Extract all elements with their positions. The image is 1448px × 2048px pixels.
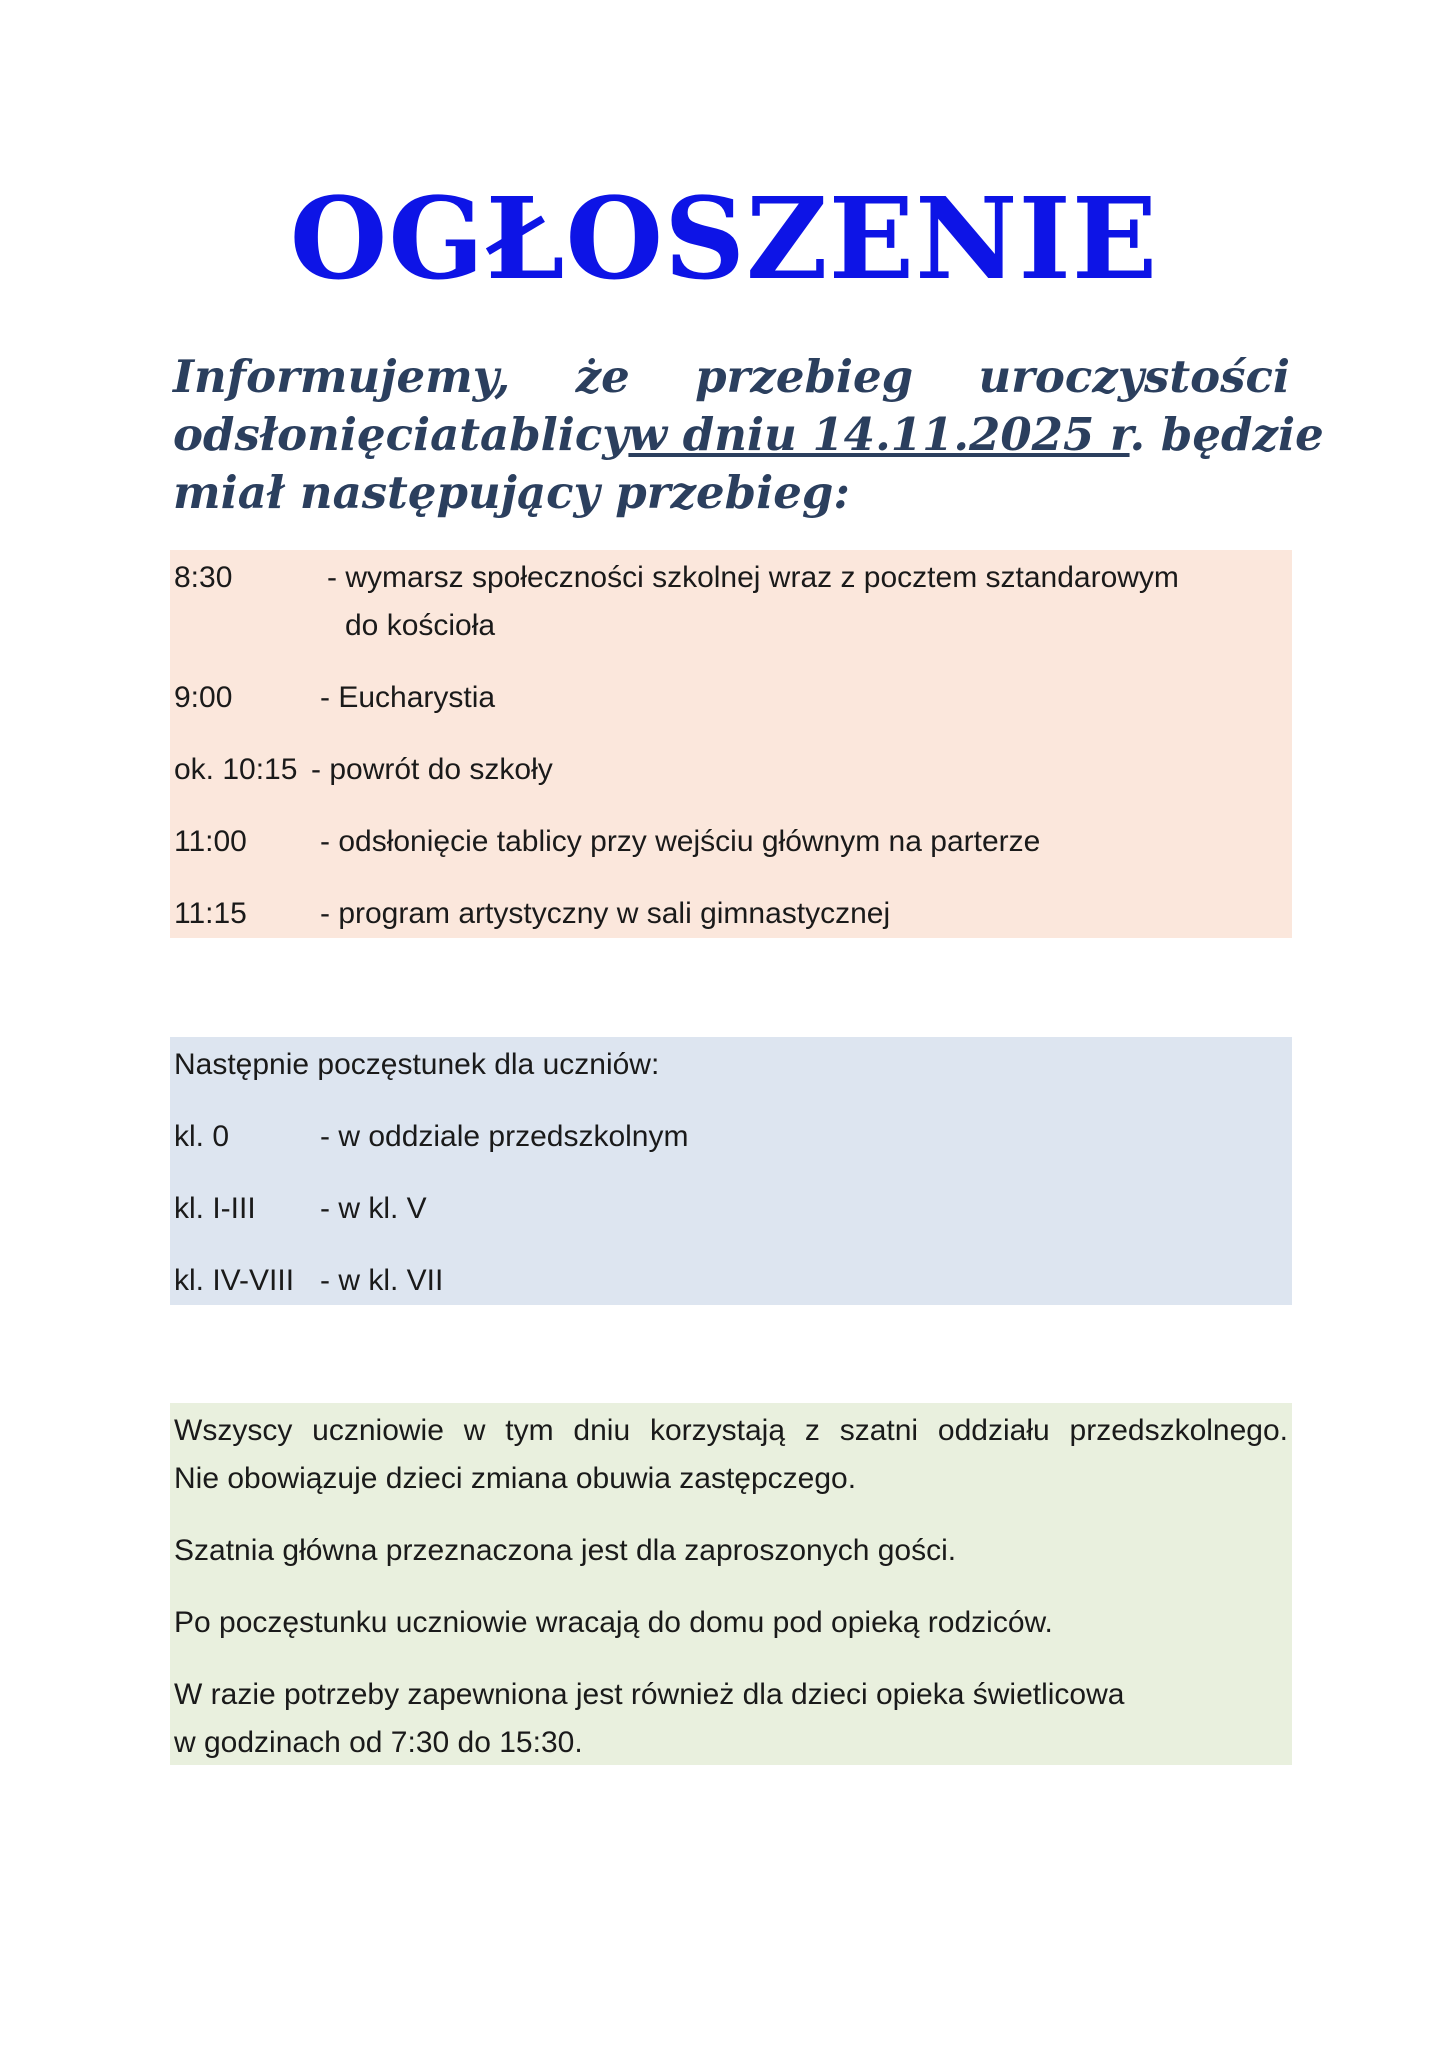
intro-line-2 xyxy=(173,406,1324,464)
intro-word: tablicy xyxy=(459,408,629,461)
intro-date: w dniu 14.11.2025 r xyxy=(628,408,1130,461)
refreshment-group: kl. 0 xyxy=(174,1120,230,1153)
intro-word: przebieg xyxy=(695,350,914,403)
refreshment-row xyxy=(174,1257,444,1305)
schedule-desc: - powrót do szkoły xyxy=(311,753,553,786)
schedule-box xyxy=(170,550,1292,938)
intro-word: uroczystości xyxy=(978,350,1290,403)
schedule-row xyxy=(174,818,1041,866)
page-title: OGŁOSZENIE xyxy=(289,174,1159,305)
intro-word: . będzie xyxy=(1129,408,1324,461)
info-paragraph-3: Po poczęstunku uczniowie wracają do domu pod opieką rodziców. xyxy=(174,1606,1053,1639)
schedule-row xyxy=(174,674,496,722)
schedule-desc: - program artystyczny w sali gimnastycznej xyxy=(320,897,891,930)
refreshment-box xyxy=(170,1037,1292,1305)
info-box xyxy=(170,1403,1292,1765)
info-paragraph-4-line-2: w godzinach od 7:30 do 15:30. xyxy=(174,1726,583,1759)
schedule-desc: - wymarsz społeczności szkolnej wraz z pocztem sztandarowym xyxy=(327,561,1179,594)
schedule-desc: - odsłonięcie tablicy przy wejściu głównym na parterze xyxy=(320,825,1041,858)
intro-text xyxy=(173,348,1324,522)
intro-word: że xyxy=(575,350,630,403)
intro-word: Informujemy, xyxy=(173,350,511,403)
info-paragraph-4-line-1: W razie potrzeby zapewniona jest również dla dzieci opieka świetlicowa xyxy=(174,1678,1125,1711)
intro-line-3: miał następujący przebieg: xyxy=(173,466,850,519)
refreshment-place: - w kl. V xyxy=(320,1192,427,1225)
intro-date-group xyxy=(628,406,1323,464)
schedule-desc: do kościoła xyxy=(345,609,496,642)
info-paragraph-2: Szatnia główna przeznaczona jest dla zaproszonych gości. xyxy=(174,1534,957,1567)
refreshment-place: - w oddziale przedszkolnym xyxy=(320,1120,689,1153)
schedule-time: 9:00 xyxy=(174,681,233,714)
refreshment-row xyxy=(174,1185,427,1233)
schedule-row xyxy=(174,890,891,938)
refreshment-group: kl. I-III xyxy=(174,1192,256,1225)
intro-word: odsłonięcia xyxy=(173,408,460,461)
info-paragraph-1-line-2: Nie obowiązuje dzieci zmiana obuwia zastępczego. xyxy=(174,1462,857,1495)
refreshment-place: - w kl. VII xyxy=(320,1264,444,1297)
intro-line-1 xyxy=(173,348,1290,406)
schedule-time: 8:30 xyxy=(174,561,233,594)
schedule-row xyxy=(174,554,1179,602)
schedule-time: 11:00 xyxy=(174,825,247,858)
schedule-time: ok. 10:15 xyxy=(174,753,298,786)
refreshment-heading: Następnie poczęstunek dla uczniów: xyxy=(174,1048,660,1081)
schedule-desc: - Eucharystia xyxy=(320,681,496,714)
schedule-time: 11:15 xyxy=(174,897,247,930)
refreshment-row xyxy=(174,1113,689,1161)
refreshment-group: kl. IV-VIII xyxy=(174,1264,295,1297)
info-text: Wszyscy uczniowie w tym dniu korzystają z szatni oddziału przedszkolnego. xyxy=(174,1414,1288,1447)
schedule-row xyxy=(174,746,553,794)
